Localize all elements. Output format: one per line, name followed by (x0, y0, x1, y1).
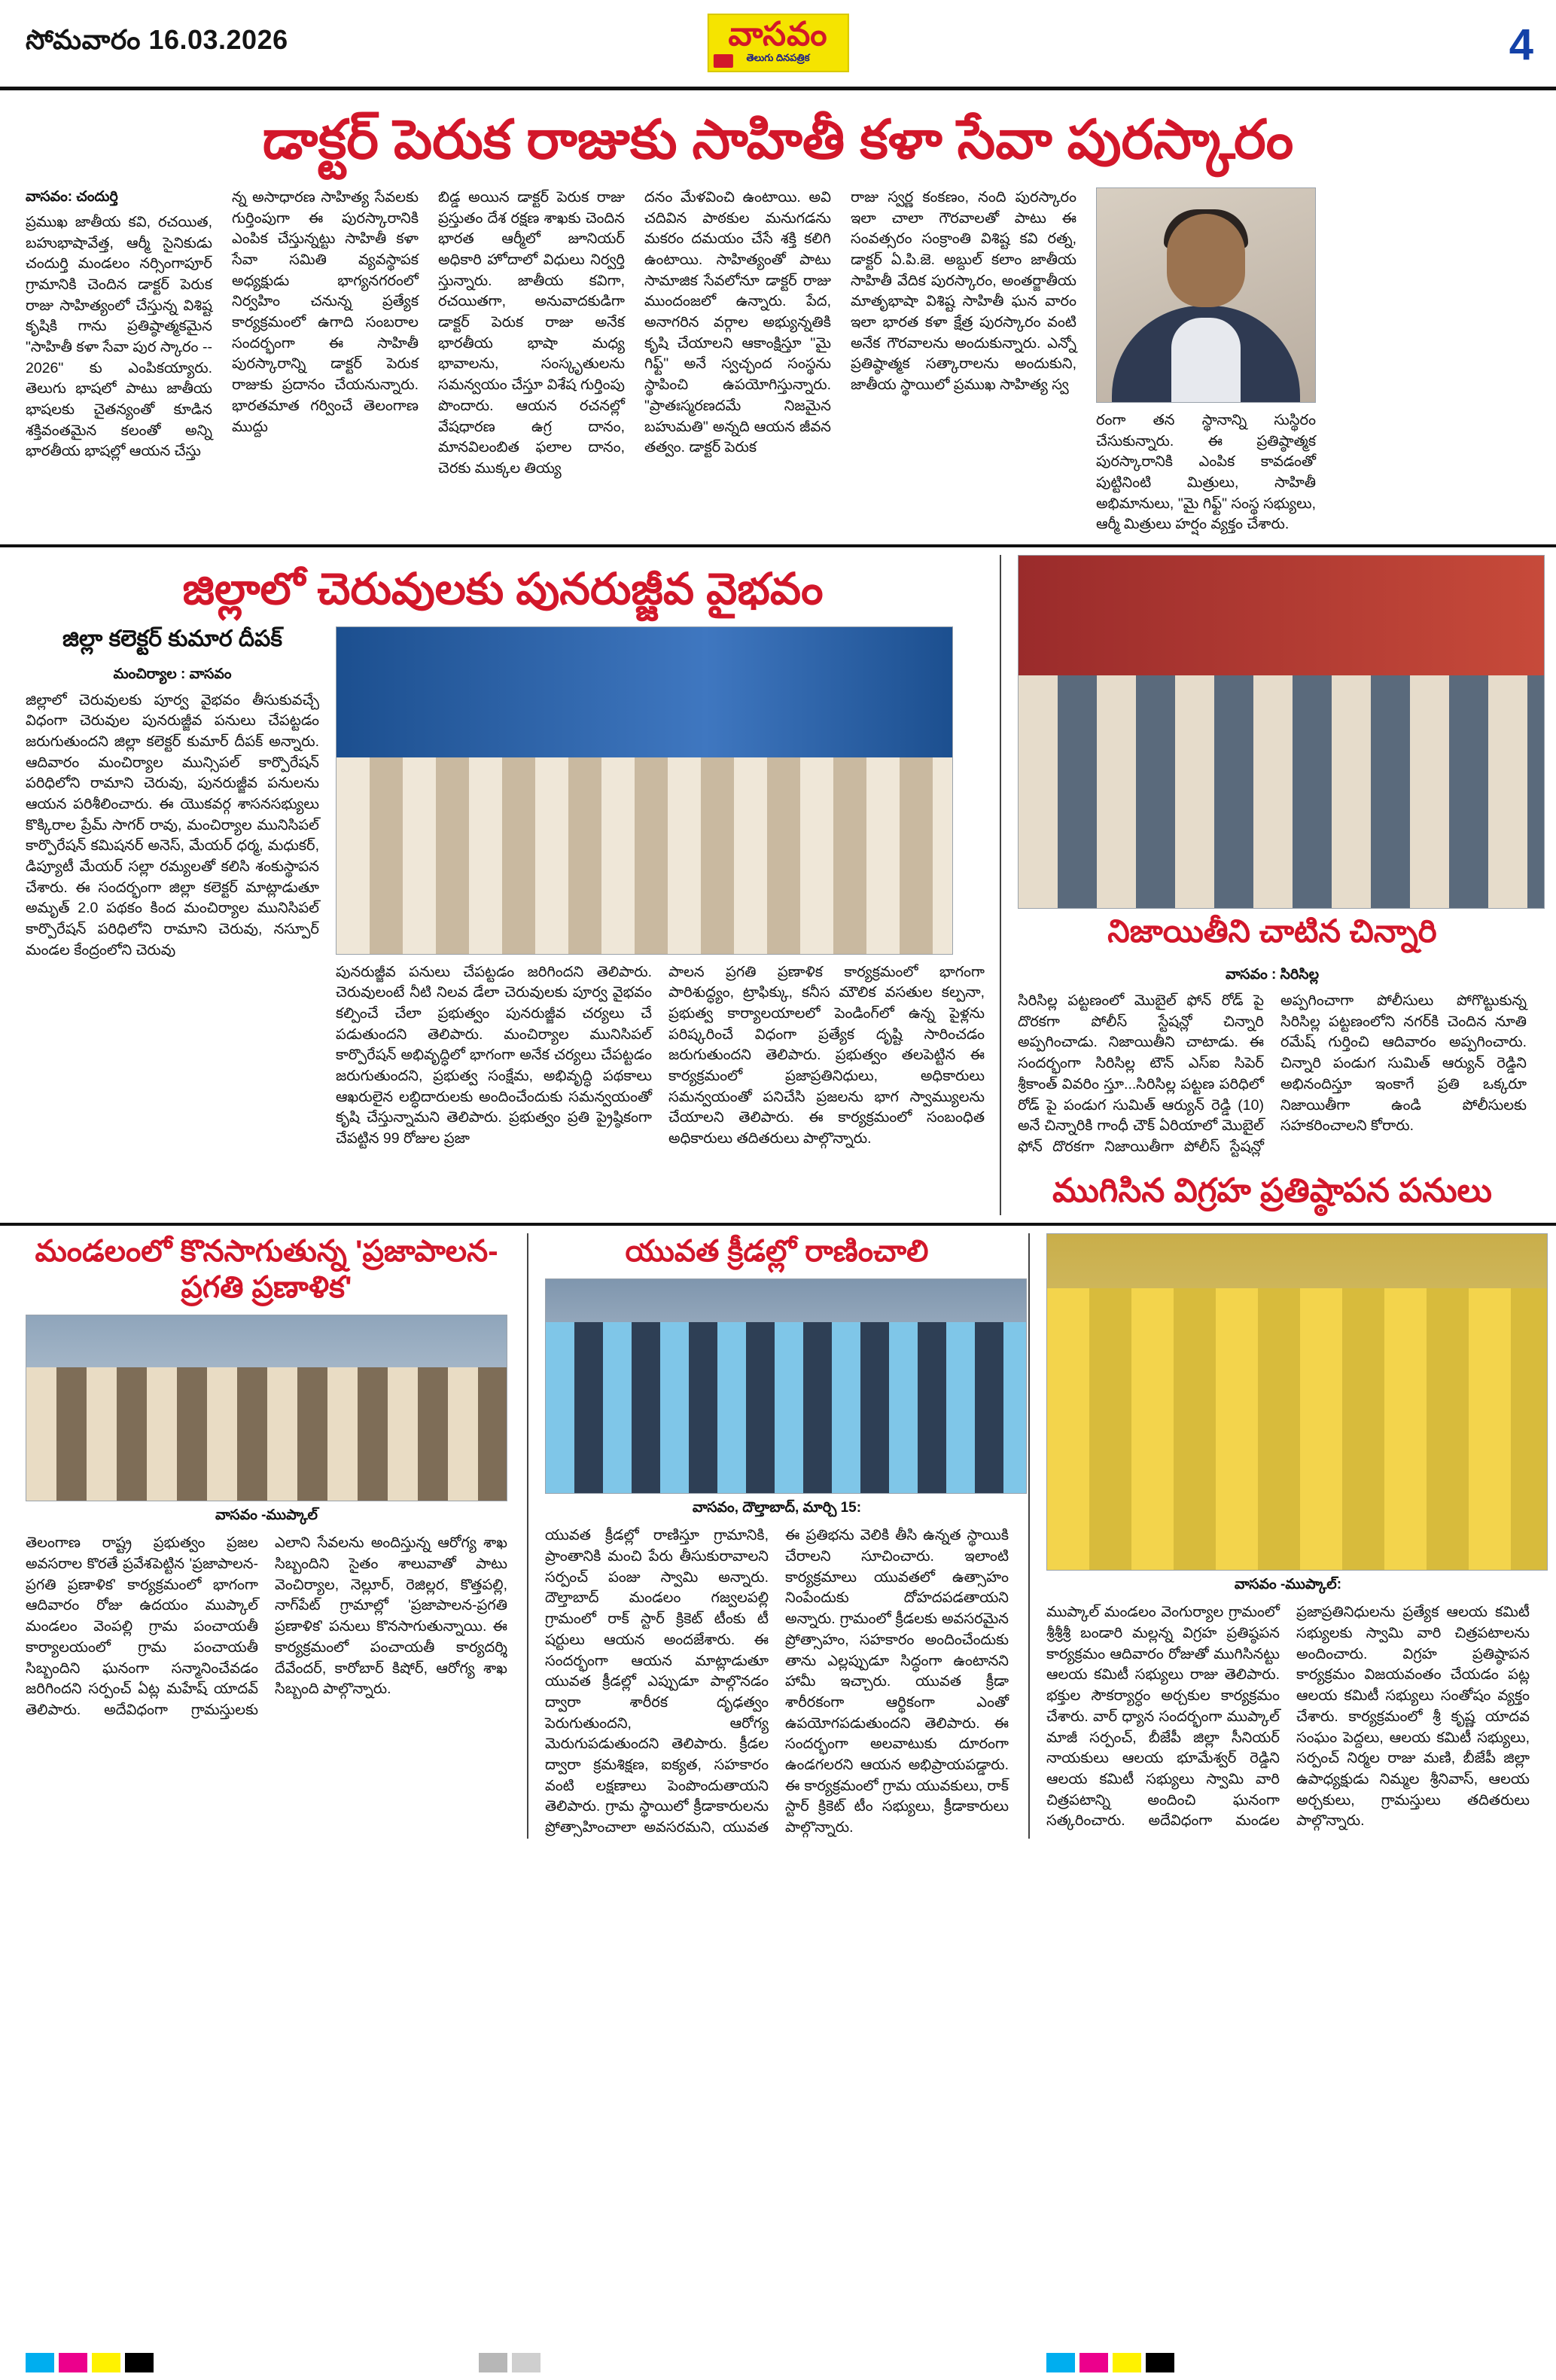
story3b (527, 1233, 1009, 1838)
story3b-text: యువత క్రీడల్లో రాణిస్తూ గ్రామానికి, ప్రాంతానికి మంచి పేరు తీసుకురావాలని సర్పంచ్ పంజు స్వామి అన్నారు. దౌల్తాబాద్ మండలం గజ్వలపల్లి గ్రామంలో రాక్ స్టార్ క్రికెట్ టీం‌కు టీ షర్టులు ఆయన అందజేశారు. ఈ సందర్భంగా ఆయన మాట్లాడుతూ యువత క్రీడల్లో ఎప్పుడూ పాల్గొనడం ద్వారా శారీరక దృఢత్వం పెరుగుతుందని, ఆరోగ్య మెరుగుపడుతుందని తెలిపారు. క్రీడల ద్వారా క్రమశిక్షణ, ఐక్యత, సహకారం వంటి లక్షణాలు పెంపొందుతాయని తెలిపారు. గ్రామ స్థాయిలో క్రీడాకారులను ప్రోత్సాహించాలా అవసరమని, యువత ఈ ప్రతిభను వెలికి తీసి ఉన్నత స్థాయికి చేరాలని సూచించారు. ఇలాంటి కార్యక్రమాలు యువతలో ఉత్సాహం నింపేందుకు దోహదపడతాయని అన్నారు. గ్రామంలో క్రీడలకు అవసరమైన ప్రోత్సాహం, సహకారం అందించేందుకు తాను ఎల్లప్పుడూ సిద్ధంగా ఉంటానని హామీ ఇచ్చారు. యువత క్రీడా శారీరకంగా ఆర్థికంగా ఎంతో ఉపయోగపడుతుందని తెలిపారు. ఈ సందర్భంగా అలవాటుకు దూరంగా ఉండగలరని ఆయన అభిప్రాయపడ్డారు. ఈ కార్యక్రమంలో గ్రామ యువకులు, రాక్ స్టార్ క్రికెట్ టీం సభ్యులు, క్రీడాకారులు పాల్గొన్నారు. (545, 1527, 1009, 1836)
masthead-logo (707, 14, 848, 72)
swatch-gray-1 (479, 2353, 507, 2372)
story1-text-3: బిడ్డ అయిన డాక్టర్ పెరుక రాజు ప్రస్తుతం దేశ రక్షణ శాఖకు చెందిన భారత ఆర్మీలో జూనియర్ అధికారి హోదాలో విధులు నిర్వర్తి స్తున్నారు. జాతీయ కవిగా, రచయితగా, అనువాదకుడిగా డాక్టర్ పెరుక రాజు అనేక భారతీయ భాషా మధ్య భావాలను, సంస్కృతులను సమన్వయం చేస్తూ విశేష గుర్తింపు పొందారు. ఆయన రచనల్లో వేషధారణ ఉగ్ర దానం, మానవిలంబిత ఫలాల దానం, చెరకు ముక్కల తియ్య (438, 188, 625, 477)
story3a-photo (26, 1315, 507, 1501)
story3a-photo-crowd (26, 1367, 507, 1501)
portrait-photo (1096, 187, 1316, 403)
portrait-shirt (1171, 318, 1241, 402)
masthead (0, 0, 1556, 90)
story2-inner (26, 626, 985, 1150)
publication-date: సోమవారం 16.03.2026 (26, 24, 288, 55)
story2-text-1: జిల్లాలో చెరువులకు పూర్వ వైభవం తీసుకువచ్చే విధంగా చెరువుల పునరుజ్జీవ పనులు చేపట్టడం జరుగుతుందని జిల్లా కలెక్టర్ కుమార్ దీపక్ అన్నారు. ఆదివారం మంచిర్యాల మున్సిపల్ కార్పొరేషన్ పరిధిలోని రామాని చెరువు, పునరుజ్జీవ పనులను ఆయన పరిశీలించారు. ఈ యొకవర్గ శాసనసభ్యులు కొక్కిరాల ప్రేమ్ సాగర్ రావు, మంచిర్యాల మునిసిపల్ కార్పొరేషన్ కమిషనర్ అనెస్, మేయర్ ధర్మ, మధుకర్, డిప్యూటీ మేయర్ సల్లా రమ్యలతో కలిసి శంకుస్థాపన చేశారు. ఈ సందర్భంగా జిల్లా కలెక్టర్ మాట్లాడుతూ అమృత్ 2.0 పథకం కింద మంచిర్యాల మునిసిపల్ కార్పొరేషన్ పరిధిలోని రామాని చెరువు, నస్పూర్ మండల కేంద్రంలోని చెరువు (26, 691, 319, 958)
story3c (1028, 1233, 1530, 1838)
story3c-photo (1046, 1233, 1548, 1571)
story1-text-2: న్న అసాధారణ సాహిత్య సేవలకు గుర్తింపుగా ఈ పురస్కారానికి ఎంపిక చేస్తున్నట్టు సాహితీ కళా సేవా సమితి వ్యవస్థాపక అధ్యక్షుడు భాగ్యనగరంలో నిర్వహిం చనున్న ప్రత్యేక కార్యక్రమంలో ఉగాది సంబరాల సందర్భంగా ఈ సాహితీ పురస్కారాన్ని డాక్టర్ పెరుక రాజుకు ప్రదానం చేయనున్నారు. భారతమాత గర్వించే తెలంగాణ ముద్దు (232, 188, 419, 435)
story1-col-2 (232, 187, 419, 535)
story3a-headline: మండలంలో కొనసాగుతున్న 'ప్రజాపాలన-ప్రగతి ప్రణాళిక' (35, 1235, 498, 1305)
story2-side-byline: వాసవం : సిరిసిల్ల (1225, 967, 1320, 983)
story1-col-5 (851, 187, 1076, 535)
story3b-caption: వాసవం, దౌల్తాబాద్, మార్చి 15: (692, 1500, 862, 1516)
swatch-black-2 (1146, 2353, 1174, 2372)
story3b-photo (545, 1278, 1027, 1494)
swatch-cyan-2 (1046, 2353, 1075, 2372)
story2-red-subhead: ముగిసిన విగ్రహ ప్రతిష్ఠాపన పనులు (1052, 1172, 1492, 1209)
swatch-yellow (92, 2353, 120, 2372)
story3a-text: తెలంగాణ రాష్ట్ర ప్రభుత్వం ప్రజల అవసరాల కొరతే ప్రవేశపెట్టిన 'ప్రజాపాలన-ప్రగతి ప్రణాళిక' కార్యక్రమంలో భాగంగా ఆదివారం రోజు ఉదయం ముప్కాల్ మండలం వెంపల్లి గ్రామ పంచాయతీ కార్యాలయంలో గ్రామ పంచాయతీ సిబ్బందిని ఘనంగా సన్మానించేవడం జరిగిందని సర్పంచ్ ఏట్ల మహేష్ యాదవ్ తెలిపారు. అదేవిధంగా గ్రామస్తులకు ఎలాని సేవలను అందిస్తున్న ఆరోగ్య శాఖ సిబ్బందిని సైతం శాలువాతో పాటు వెంచిర్యాల, నెల్లూర్, రెజిల్లర, కొత్తపల్లి, నాగ్‌పేట్ గ్రామాల్లో 'ప్రజాపాలన-ప్రగతి ప్రణాళిక' పనులు కొనసాగుతున్నాయి. ఈ కార్యక్రమంలో పంచాయతీ కార్యదర్శి దేవేందర్, కారోబార్ కిషోర్, ఆరోగ్య శాఖ సిబ్బంది పాల్గొన్నారు. (26, 1534, 507, 1718)
story3a-caption: వాసవం -ముప్కాల్ (215, 1507, 318, 1524)
story3a (26, 1233, 507, 1838)
story1-col-4 (644, 187, 831, 535)
story1-columns (26, 187, 1530, 535)
police-station-photo (1018, 555, 1545, 909)
story2-text-3: పాలన ప్రగతి ప్రణాళిక కార్యక్రమంలో భాగంగా పారిశుద్ధ్యం, ట్రాఫిక్కు, కనీస మౌలిక వసతుల కల్పనా, ప్రభుత్వ కార్యాలయాలలో పెండింగ్‌లో ఉన్న పైళ్లను పరిష్కరించే విధంగా ప్రత్యేక దృష్టి సారించడం జరుగుతుందని తెలిపారు. ప్రభుత్వం తలపెట్టిన ఈ కార్యక్రమంలో ప్రజాప్రతినిధులు, అధికారులు సమన్వయంతో పనిచేసి ప్రజలను భాగ స్వామ్యులను చేయాలని తెలిపారు. ఈ కార్యక్రమంలో సంబంధిత అధికారులు తదితరులు పాల్గొన్నారు. (668, 963, 985, 1147)
bottom-row (26, 1233, 1530, 1838)
story2-headline: జిల్లాలో చెరువులకు పునరుజ్జీవ వైభవం (182, 565, 824, 614)
story3b-headline: యువత క్రీడల్లో రాణించాలి (625, 1235, 929, 1269)
meeting-photo (336, 626, 953, 955)
story2-side-headline: నిజాయితీని చాటిన చిన్నారి (1107, 913, 1437, 949)
story2-left (26, 555, 985, 1215)
story1-col-6 (1096, 187, 1316, 535)
photo-banner (336, 627, 952, 764)
story-lakes (0, 547, 1556, 1223)
story2-subheadline: జిల్లా కలెక్టర్ కుమార దీపక్ (62, 626, 283, 651)
swatch-spacer-1 (158, 2353, 474, 2372)
story1-text-6: రంగా తన స్థానాన్ని సుస్థిరం చేసుకున్నారు. ఈ ప్రతిష్ఠాత్మక పురస్కారానికి ఎంపిక కావడంతో పుట్టినింటి మిత్రులు, సాహితీ అభిమానులు, "మై గిఫ్ట్" సంస్థ సభ్యులు, ఆర్మీ మిత్రులు హర్షం వ్యక్తం చేశారు. (1096, 411, 1316, 533)
logo-subtitle: తెలుగు దినపత్రిక (746, 52, 810, 63)
story3b-photo-team (546, 1322, 1026, 1493)
page-number: 4 (1509, 20, 1533, 69)
swatch-magenta-2 (1079, 2353, 1108, 2372)
swatch-spacer-2 (545, 2353, 1042, 2372)
story1-byline: వాసవం: చందుర్తి (26, 188, 118, 205)
story1-headline: డాక్టర్ పెరుక రాజుకు సాహితీ కళా సేవా పురస్కారం (262, 110, 1294, 170)
photo-signboard (1019, 556, 1544, 675)
story1-text-1: ప్రముఖ జాతీయ కవి, రచయిత, బహుభాషావేత్త, ఆర్మీ సైనికుడు చందుర్తి మండలం నర్సింగాపూర్ గ్రామానికి చెందిన డాక్టర్ పెరుక రాజు సాహిత్యంలో చేస్తున్న విశిష్ట కృషికి గాను ప్రతిష్ఠాత్మకమైన "సాహితీ కళా సేవా పుర స్కారం -- 2026" కు ఎంపికయ్యారు. తెలుగు భాషలో పాటు జాతీయ భాషలకు చైతన్యంతో కూడిన శక్తివంతమైన కలంతో అన్ని భారతీయ భాషల్లో ఆయన చేస్తు (26, 213, 212, 460)
story3c-caption: వాసవం -ముప్కాల్: (1234, 1577, 1342, 1593)
story2-right (1000, 555, 1527, 1215)
swatch-magenta (59, 2353, 87, 2372)
story2-photo-wrap (336, 626, 985, 1150)
photo-crowd (336, 757, 952, 953)
story1-col-3 (438, 187, 625, 535)
swatch-cyan (26, 2353, 54, 2372)
story1-text-5: రాజు స్వర్ణ కంకణం, నంది పురస్కారం ఇలా చాలా గౌరవాలతో పాటు ఈ సంవత్సరం సంక్రాంతి విశిష్ట కవి రత్న, డాక్టర్ ఏ.పి.జె. అబ్దుల్ కలాం జాతీయ సాహితీ వేదిక పురస్కారం, అంతర్జాతీయ మాతృభాషా విశిష్ట సాహితీ ఘన వారం ఇలా భారత కళా క్షేత్ర పురస్కారం వంటి అనేక గౌరవాలను అందుకున్నారు. ఎన్నో ప్రతిష్ఠాత్మక సత్కారాలను అందుకుని, జాతీయ స్థాయిలో ప్రముఖ సాహిత్య స్వ (851, 188, 1076, 394)
logo-badge-icon (713, 54, 732, 68)
color-registration-bar (0, 2345, 1556, 2380)
swatch-black (125, 2353, 154, 2372)
portrait-head (1167, 214, 1245, 307)
story3c-text: ముప్కాల్ మండలం వెంగుర్యాల గ్రామంలో శ్రీశ్రీశ్రీ బండారి మల్లన్న విగ్రహ ప్రతిష్ఠపన కార్యక్రమం ఆదివారం రోజుతో ముగిసినట్టు ఆలయ కమిటీ సభ్యులు రాజు తెలిపారు. భక్తుల సౌకర్యార్ధం అర్చకుల కార్యక్రమం చేశారు. వార్ ధ్యాన సందర్భంగా ముప్కాల్ మాజీ సర్పంచ్, బీజేపీ జిల్లా సీనియర్ నాయకులు ఆలయ భూమేశ్వర్ రెడ్డిని ఆలయ కమిటీ సభ్యులు స్వామి వారి చిత్రపటాన్ని అందించి ఘనంగా సత్కరించారు. అదేవిధంగా మండల ప్రజాప్రతినిధులను ప్రత్యేక ఆలయ కమిటీ సభ్యులకు స్వామి వారి చిత్రపటాలను అందించారు. విగ్రహ ప్రతిష్ఠాపన కార్యక్రమం విజయవంతం చేయడం పట్ల ఆలయ కమిటీ సభ్యులు సంతోషం వ్యక్తం చేశారు. కార్యక్రమంలో శ్రీ కృష్ణ యాదవ సంఘం పెద్దలు, ఆలయ కమిటీ సభ్యులు, సర్పంచ్ నిర్మల రాజు మణి, బీజేపీ జిల్లా ఉపాధ్యక్షుడు నిమ్మల శ్రీనివాస్, ఆలయ అర్చకులు, గ్రామస్తులు తదితరులు పాల్గొన్నారు. (1046, 1604, 1530, 1830)
story-row-bottom (0, 1226, 1556, 1842)
swatch-gray-2 (512, 2353, 540, 2372)
story3c-photo-group (1047, 1288, 1547, 1571)
story2-side-text: సిరిసిల్ల పట్టణంలో మొబైల్ ఫోన్ రోడ్ పై దొరకగా పోలీస్ స్టేషన్లో చిన్నారి అప్పగించాడు. నిజాయితీని చాటాడు. ఈ సందర్భంగా సిరిసిల్ల టౌన్ ఎస్ఐ సిపెర్ శ్రీకాంత్ వివరిం స్తూ...సిరిసిల్ల పట్టణ పరిధిలో రోడ్ పై పండుగ సుమిత్ ఆర్యున్ రెడ్డి (10) అనే చిన్నారికి గాంధీ చౌక్ ఏరియాలో మొబైల్ ఫోన్ దొరకగా నిజాయితీగా పోలీస్ స్టేషన్లో అప్పగించాగా పోలీసులు పోగొట్టుకున్న సిరిసిల్ల పట్టణంలోని నగర్‌కి చెందిన నూతి రమేష్ గుర్తించి ఆదివారం అప్పగించారు. చిన్నారి పండుగ సుమిత్ ఆర్యున్ రెడ్డిని అభినందిస్తూ ఇంకాగే ప్రతి ఒక్కరూ నిజాయితీగా ఉండి పోలీసులకు సహకరించాలని కోరారు. (1018, 992, 1527, 1155)
story1-col-1 (26, 187, 212, 535)
story2-text-2: పునరుజ్జీవ పనులు చేపట్టడం జరిగిందని తెలిపారు. చెరువులంటే నీటి నిలవ డేలా చెరువులకు పూర్వ వైభవం కల్పించే చేలా ప్రభుత్వం పునరుజ్జీవ చర్యలు చే పడుతుందని తెలిపారు. మంచిర్యాల మునిసిపల్ కార్పొరేషన్ అభివృద్ధిలో భాగంగా అనేక చర్యలు చేపట్టడం జరుగుతుందని, ప్రభుత్వ సంక్షేమ, అభివృద్ధి పథకాలు ఆఖరులైన లబ్ధిదారులకు అందించేందుకు సమన్వయంతో కృషి చేస్తున్నామని తెలిపారు. ప్రభుత్వం ప్రతి ప్రైష్ఠికంగా చేపట్టిన 99 రోజుల ప్రజా (336, 963, 652, 1147)
logo-title: వాసవం (728, 16, 828, 53)
swatch-yellow-2 (1113, 2353, 1141, 2372)
logo-box (707, 14, 848, 72)
story1-text-4: దనం మేళవించి ఉంటాయి. అవి చదివిన పాఠకుల మనుగడను మకరం దమయం చేసే శక్తి కలిగి ఉంటాయి. సాహిత్యంతో పాటు సామాజిక సేవలోనూ డాక్టర్ రాజు ముందంజలో ఉన్నారు. పేద, అనాగరిన వర్గాల అభ్యున్నతికి కృషి చేయాలని ఆకాంక్షిస్తూ "మై గిఫ్ట్" అనే స్వచ్ఛంద సంస్థను స్థాపించి ఉపయోగిస్తున్నారు. "ప్రాతఃస్మరణదమే నిజమైన బహుమతి" అన్నది ఆయన జీవన తత్వం. డాక్టర్ పెరుక (644, 188, 831, 456)
story2-row (26, 555, 1530, 1215)
story-lead (0, 90, 1556, 544)
story2-byline: మంచిర్యాల : వాసవం (113, 666, 232, 682)
story2-col-1 (26, 626, 319, 1150)
photo-group (1019, 675, 1544, 908)
